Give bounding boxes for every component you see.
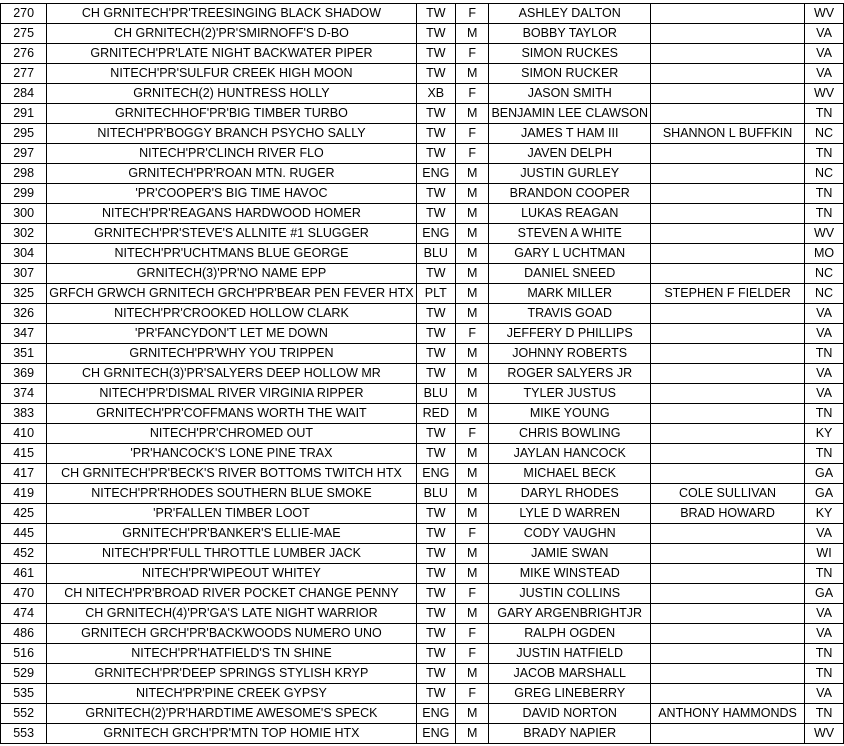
state-cell: NC	[805, 284, 844, 304]
state-cell: TN	[805, 204, 844, 224]
sex-cell: F	[455, 524, 488, 544]
sex-cell: M	[455, 64, 488, 84]
sex-cell: M	[455, 504, 488, 524]
owner-cell: JAVEN DELPH	[489, 144, 651, 164]
dog-name-cell: GRNITECH'PR'DEEP SPRINGS STYLISH KRYP	[47, 664, 416, 684]
table-row	[1, 564, 844, 584]
dog-name-cell: GRNITECH'PR'WHY YOU TRIPPEN	[47, 344, 416, 364]
breed-cell: RED	[416, 404, 455, 424]
entry-number-cell: 326	[1, 304, 47, 324]
breed-cell: TW	[416, 424, 455, 444]
state-cell: NC	[805, 124, 844, 144]
sex-cell: F	[455, 324, 488, 344]
owner-cell: MIKE WINSTEAD	[489, 564, 651, 584]
entry-number-cell: 277	[1, 64, 47, 84]
owner-cell: MICHAEL BECK	[489, 464, 651, 484]
co-owner-cell	[650, 344, 804, 364]
sex-cell: F	[455, 124, 488, 144]
owner-cell: GREG LINEBERRY	[489, 684, 651, 704]
table-row	[1, 324, 844, 344]
sex-cell: F	[455, 4, 488, 24]
owner-cell: GARY L UCHTMAN	[489, 244, 651, 264]
entry-number-cell: 291	[1, 104, 47, 124]
table-row	[1, 584, 844, 604]
sex-cell: M	[455, 244, 488, 264]
dog-name-cell: NITECH'PR'PINE CREEK GYPSY	[47, 684, 416, 704]
table-row	[1, 524, 844, 544]
table-row	[1, 264, 844, 284]
owner-cell: JAMES T HAM III	[489, 124, 651, 144]
co-owner-cell	[650, 44, 804, 64]
sex-cell: M	[455, 384, 488, 404]
co-owner-cell	[650, 644, 804, 664]
sex-cell: F	[455, 684, 488, 704]
co-owner-cell	[650, 604, 804, 624]
dog-name-cell: GRNITECH'PR'BANKER'S ELLIE-MAE	[47, 524, 416, 544]
breed-cell: TW	[416, 524, 455, 544]
breed-cell: TW	[416, 544, 455, 564]
dog-name-cell: NITECH'PR'DISMAL RIVER VIRGINIA RIPPER	[47, 384, 416, 404]
table-row	[1, 504, 844, 524]
breed-cell: ENG	[416, 464, 455, 484]
sex-cell: F	[455, 144, 488, 164]
owner-cell: JUSTIN GURLEY	[489, 164, 651, 184]
table-row	[1, 544, 844, 564]
owner-cell: GARY ARGENBRIGHTJR	[489, 604, 651, 624]
state-cell: VA	[805, 304, 844, 324]
dog-name-cell: GRNITECH'PR'COFFMANS WORTH THE WAIT	[47, 404, 416, 424]
table-row	[1, 724, 844, 744]
co-owner-cell	[650, 4, 804, 24]
state-cell: GA	[805, 464, 844, 484]
sex-cell: M	[455, 264, 488, 284]
breed-cell: TW	[416, 604, 455, 624]
owner-cell: DARYL RHODES	[489, 484, 651, 504]
dog-name-cell: CH GRNITECH'PR'TREESINGING BLACK SHADOW	[47, 4, 416, 24]
state-cell: TN	[805, 144, 844, 164]
breed-cell: TW	[416, 184, 455, 204]
owner-cell: DANIEL SNEED	[489, 264, 651, 284]
dog-name-cell: CH NITECH'PR'BROAD RIVER POCKET CHANGE PENNY	[47, 584, 416, 604]
co-owner-cell	[650, 584, 804, 604]
owner-cell: MARK MILLER	[489, 284, 651, 304]
breed-cell: TW	[416, 684, 455, 704]
table-row	[1, 444, 844, 464]
sex-cell: M	[455, 224, 488, 244]
entry-number-cell: 470	[1, 584, 47, 604]
sex-cell: M	[455, 724, 488, 744]
breed-cell: TW	[416, 364, 455, 384]
owner-cell: CODY VAUGHN	[489, 524, 651, 544]
co-owner-cell	[650, 624, 804, 644]
dog-name-cell: NITECH'PR'CLINCH RIVER FLO	[47, 144, 416, 164]
co-owner-cell	[650, 564, 804, 584]
entry-number-cell: 445	[1, 524, 47, 544]
owner-cell: JAYLAN HANCOCK	[489, 444, 651, 464]
sex-cell: M	[455, 284, 488, 304]
co-owner-cell	[650, 524, 804, 544]
breed-cell: TW	[416, 4, 455, 24]
table-row	[1, 344, 844, 364]
sex-cell: M	[455, 484, 488, 504]
table-row	[1, 424, 844, 444]
dog-name-cell: GRNITECH'PR'ROAN MTN. RUGER	[47, 164, 416, 184]
breed-cell: TW	[416, 144, 455, 164]
breed-cell: PLT	[416, 284, 455, 304]
breed-cell: TW	[416, 64, 455, 84]
owner-cell: TRAVIS GOAD	[489, 304, 651, 324]
table-row	[1, 404, 844, 424]
entry-number-cell: 452	[1, 544, 47, 564]
dog-name-cell: 'PR'FANCYDON'T LET ME DOWN	[47, 324, 416, 344]
co-owner-cell	[650, 84, 804, 104]
state-cell: WV	[805, 84, 844, 104]
entry-number-cell: 295	[1, 124, 47, 144]
entry-number-cell: 529	[1, 664, 47, 684]
table-row	[1, 304, 844, 324]
dog-name-cell: 'PR'HANCOCK'S LONE PINE TRAX	[47, 444, 416, 464]
state-cell: TN	[805, 104, 844, 124]
sex-cell: M	[455, 704, 488, 724]
state-cell: KY	[805, 504, 844, 524]
owner-cell: DAVID NORTON	[489, 704, 651, 724]
table-row	[1, 204, 844, 224]
co-owner-cell	[650, 24, 804, 44]
owner-cell: BOBBY TAYLOR	[489, 24, 651, 44]
co-owner-cell: COLE SULLIVAN	[650, 484, 804, 504]
state-cell: VA	[805, 604, 844, 624]
table-row	[1, 224, 844, 244]
table-row	[1, 664, 844, 684]
sex-cell: M	[455, 564, 488, 584]
entry-number-cell: 297	[1, 144, 47, 164]
sex-cell: F	[455, 424, 488, 444]
owner-cell: ASHLEY DALTON	[489, 4, 651, 24]
entry-number-cell: 425	[1, 504, 47, 524]
owner-cell: BRADY NAPIER	[489, 724, 651, 744]
table-row	[1, 184, 844, 204]
breed-cell: ENG	[416, 164, 455, 184]
sex-cell: M	[455, 344, 488, 364]
entry-number-cell: 415	[1, 444, 47, 464]
co-owner-cell	[650, 164, 804, 184]
dog-name-cell: NITECH'PR'RHODES SOUTHERN BLUE SMOKE	[47, 484, 416, 504]
breed-cell: TW	[416, 124, 455, 144]
state-cell: VA	[805, 364, 844, 384]
dog-name-cell: CH GRNITECH(3)'PR'SALYERS DEEP HOLLOW MR	[47, 364, 416, 384]
sex-cell: M	[455, 544, 488, 564]
state-cell: GA	[805, 584, 844, 604]
entry-number-cell: 300	[1, 204, 47, 224]
co-owner-cell	[650, 104, 804, 124]
table-row	[1, 164, 844, 184]
co-owner-cell	[650, 384, 804, 404]
entry-number-cell: 461	[1, 564, 47, 584]
entry-number-cell: 275	[1, 24, 47, 44]
owner-cell: SIMON RUCKES	[489, 44, 651, 64]
table-row	[1, 704, 844, 724]
entry-number-cell: 304	[1, 244, 47, 264]
breed-cell: BLU	[416, 384, 455, 404]
sex-cell: F	[455, 44, 488, 64]
entry-number-cell: 410	[1, 424, 47, 444]
owner-cell: BENJAMIN LEE CLAWSON	[489, 104, 651, 124]
entry-number-cell: 516	[1, 644, 47, 664]
sex-cell: M	[455, 464, 488, 484]
entry-number-cell: 325	[1, 284, 47, 304]
dog-name-cell: GRFCH GRWCH GRNITECH GRCH'PR'BEAR PEN FEVER HTX	[47, 284, 416, 304]
entry-number-cell: 284	[1, 84, 47, 104]
state-cell: WV	[805, 724, 844, 744]
state-cell: VA	[805, 624, 844, 644]
entry-number-cell: 552	[1, 704, 47, 724]
state-cell: NC	[805, 164, 844, 184]
dog-name-cell: GRNITECH'PR'LATE NIGHT BACKWATER PIPER	[47, 44, 416, 64]
dog-name-cell: NITECH'PR'HATFIELD'S TN SHINE	[47, 644, 416, 664]
dog-name-cell: NITECH'PR'WIPEOUT WHITEY	[47, 564, 416, 584]
sex-cell: M	[455, 204, 488, 224]
co-owner-cell	[650, 364, 804, 384]
dog-name-cell: NITECH'PR'REAGANS HARDWOOD HOMER	[47, 204, 416, 224]
table-row	[1, 464, 844, 484]
table-row	[1, 64, 844, 84]
entry-number-cell: 299	[1, 184, 47, 204]
co-owner-cell	[650, 464, 804, 484]
dog-name-cell: NITECH'PR'FULL THROTTLE LUMBER JACK	[47, 544, 416, 564]
breed-cell: TW	[416, 44, 455, 64]
breed-cell: TW	[416, 204, 455, 224]
table-row	[1, 684, 844, 704]
table-row	[1, 244, 844, 264]
owner-cell: SIMON RUCKER	[489, 64, 651, 84]
owner-cell: CHRIS BOWLING	[489, 424, 651, 444]
state-cell: VA	[805, 24, 844, 44]
co-owner-cell	[650, 184, 804, 204]
entry-number-cell: 270	[1, 4, 47, 24]
co-owner-cell	[650, 304, 804, 324]
co-owner-cell	[650, 684, 804, 704]
entry-number-cell: 553	[1, 724, 47, 744]
state-cell: VA	[805, 524, 844, 544]
entries-table	[0, 3, 844, 744]
sex-cell: M	[455, 24, 488, 44]
breed-cell: TW	[416, 644, 455, 664]
sex-cell: F	[455, 624, 488, 644]
entry-number-cell: 307	[1, 264, 47, 284]
entry-number-cell: 374	[1, 384, 47, 404]
breed-cell: TW	[416, 504, 455, 524]
state-cell: TN	[805, 404, 844, 424]
state-cell: TN	[805, 444, 844, 464]
table-row	[1, 84, 844, 104]
table-row	[1, 124, 844, 144]
table-row	[1, 604, 844, 624]
owner-cell: JUSTIN COLLINS	[489, 584, 651, 604]
co-owner-cell: STEPHEN F FIELDER	[650, 284, 804, 304]
sex-cell: M	[455, 404, 488, 424]
table-row	[1, 644, 844, 664]
table-row	[1, 4, 844, 24]
sex-cell: M	[455, 164, 488, 184]
dog-name-cell: 'PR'COOPER'S BIG TIME HAVOC	[47, 184, 416, 204]
state-cell: VA	[805, 384, 844, 404]
dog-name-cell: GRNITECH GRCH'PR'MTN TOP HOMIE HTX	[47, 724, 416, 744]
owner-cell: STEVEN A WHITE	[489, 224, 651, 244]
co-owner-cell	[650, 144, 804, 164]
co-owner-cell	[650, 724, 804, 744]
owner-cell: TYLER JUSTUS	[489, 384, 651, 404]
co-owner-cell	[650, 224, 804, 244]
sex-cell: F	[455, 644, 488, 664]
dog-name-cell: GRNITECH(2)'PR'HARDTIME AWESOME'S SPECK	[47, 704, 416, 724]
breed-cell: TW	[416, 444, 455, 464]
dog-name-cell: NITECH'PR'BOGGY BRANCH PSYCHO SALLY	[47, 124, 416, 144]
breed-cell: TW	[416, 664, 455, 684]
co-owner-cell	[650, 444, 804, 464]
owner-cell: MIKE YOUNG	[489, 404, 651, 424]
dog-name-cell: 'PR'FALLEN TIMBER LOOT	[47, 504, 416, 524]
state-cell: KY	[805, 424, 844, 444]
dog-name-cell: NITECH'PR'CROOKED HOLLOW CLARK	[47, 304, 416, 324]
sex-cell: F	[455, 84, 488, 104]
entry-number-cell: 419	[1, 484, 47, 504]
dog-name-cell: NITECH'PR'UCHTMANS BLUE GEORGE	[47, 244, 416, 264]
breed-cell: TW	[416, 564, 455, 584]
co-owner-cell	[650, 204, 804, 224]
entry-number-cell: 347	[1, 324, 47, 344]
sex-cell: M	[455, 444, 488, 464]
state-cell: WI	[805, 544, 844, 564]
entry-number-cell: 417	[1, 464, 47, 484]
table-row	[1, 104, 844, 124]
owner-cell: JASON SMITH	[489, 84, 651, 104]
table-row	[1, 624, 844, 644]
owner-cell: ROGER SALYERS JR	[489, 364, 651, 384]
table-row	[1, 284, 844, 304]
entry-number-cell: 535	[1, 684, 47, 704]
entry-number-cell: 474	[1, 604, 47, 624]
entry-number-cell: 298	[1, 164, 47, 184]
dog-name-cell: CH GRNITECH'PR'BECK'S RIVER BOTTOMS TWITCH HTX	[47, 464, 416, 484]
dog-name-cell: CH GRNITECH(2)'PR'SMIRNOFF'S D-BO	[47, 24, 416, 44]
table-row	[1, 364, 844, 384]
co-owner-cell	[650, 404, 804, 424]
dog-name-cell: CH GRNITECH(4)'PR'GA'S LATE NIGHT WARRIOR	[47, 604, 416, 624]
owner-cell: JUSTIN HATFIELD	[489, 644, 651, 664]
sex-cell: M	[455, 104, 488, 124]
co-owner-cell	[650, 544, 804, 564]
entry-number-cell: 369	[1, 364, 47, 384]
breed-cell: ENG	[416, 724, 455, 744]
sex-cell: M	[455, 184, 488, 204]
breed-cell: TW	[416, 264, 455, 284]
breed-cell: ENG	[416, 704, 455, 724]
breed-cell: TW	[416, 324, 455, 344]
dog-name-cell: GRNITECHHOF'PR'BIG TIMBER TURBO	[47, 104, 416, 124]
dog-name-cell: GRNITECH(3)'PR'NO NAME EPP	[47, 264, 416, 284]
dog-name-cell: NITECH'PR'CHROMED OUT	[47, 424, 416, 444]
entry-number-cell: 276	[1, 44, 47, 64]
state-cell: VA	[805, 44, 844, 64]
entry-number-cell: 383	[1, 404, 47, 424]
state-cell: VA	[805, 64, 844, 84]
co-owner-cell	[650, 324, 804, 344]
co-owner-cell: SHANNON L BUFFKIN	[650, 124, 804, 144]
table-row	[1, 144, 844, 164]
state-cell: VA	[805, 324, 844, 344]
sex-cell: M	[455, 604, 488, 624]
entry-number-cell: 351	[1, 344, 47, 364]
entry-number-cell: 486	[1, 624, 47, 644]
state-cell: WV	[805, 224, 844, 244]
sex-cell: M	[455, 664, 488, 684]
co-owner-cell	[650, 64, 804, 84]
state-cell: GA	[805, 484, 844, 504]
dog-name-cell: NITECH'PR'SULFUR CREEK HIGH MOON	[47, 64, 416, 84]
owner-cell: LYLE D WARREN	[489, 504, 651, 524]
owner-cell: RALPH OGDEN	[489, 624, 651, 644]
breed-cell: ENG	[416, 224, 455, 244]
owner-cell: JOHNNY ROBERTS	[489, 344, 651, 364]
dog-name-cell: GRNITECH'PR'STEVE'S ALLNITE #1 SLUGGER	[47, 224, 416, 244]
state-cell: VA	[805, 684, 844, 704]
owner-cell: JACOB MARSHALL	[489, 664, 651, 684]
state-cell: NC	[805, 264, 844, 284]
breed-cell: TW	[416, 24, 455, 44]
breed-cell: BLU	[416, 484, 455, 504]
owner-cell: BRANDON COOPER	[489, 184, 651, 204]
state-cell: TN	[805, 664, 844, 684]
dog-name-cell: GRNITECH(2) HUNTRESS HOLLY	[47, 84, 416, 104]
co-owner-cell	[650, 664, 804, 684]
breed-cell: XB	[416, 84, 455, 104]
co-owner-cell	[650, 264, 804, 284]
table-row	[1, 44, 844, 64]
table-row	[1, 24, 844, 44]
breed-cell: TW	[416, 344, 455, 364]
table-row	[1, 484, 844, 504]
breed-cell: BLU	[416, 244, 455, 264]
owner-cell: LUKAS REAGAN	[489, 204, 651, 224]
sex-cell: F	[455, 584, 488, 604]
co-owner-cell: ANTHONY HAMMONDS	[650, 704, 804, 724]
sex-cell: M	[455, 304, 488, 324]
breed-cell: TW	[416, 584, 455, 604]
co-owner-cell	[650, 424, 804, 444]
dog-name-cell: GRNITECH GRCH'PR'BACKWOODS NUMERO UNO	[47, 624, 416, 644]
breed-cell: TW	[416, 304, 455, 324]
state-cell: TN	[805, 564, 844, 584]
state-cell: TN	[805, 344, 844, 364]
co-owner-cell	[650, 244, 804, 264]
state-cell: WV	[805, 4, 844, 24]
co-owner-cell: BRAD HOWARD	[650, 504, 804, 524]
state-cell: MO	[805, 244, 844, 264]
sex-cell: M	[455, 364, 488, 384]
entry-number-cell: 302	[1, 224, 47, 244]
breed-cell: TW	[416, 104, 455, 124]
owner-cell: JAMIE SWAN	[489, 544, 651, 564]
table-row	[1, 384, 844, 404]
state-cell: TN	[805, 704, 844, 724]
state-cell: TN	[805, 184, 844, 204]
state-cell: TN	[805, 644, 844, 664]
owner-cell: JEFFERY D PHILLIPS	[489, 324, 651, 344]
breed-cell: TW	[416, 624, 455, 644]
